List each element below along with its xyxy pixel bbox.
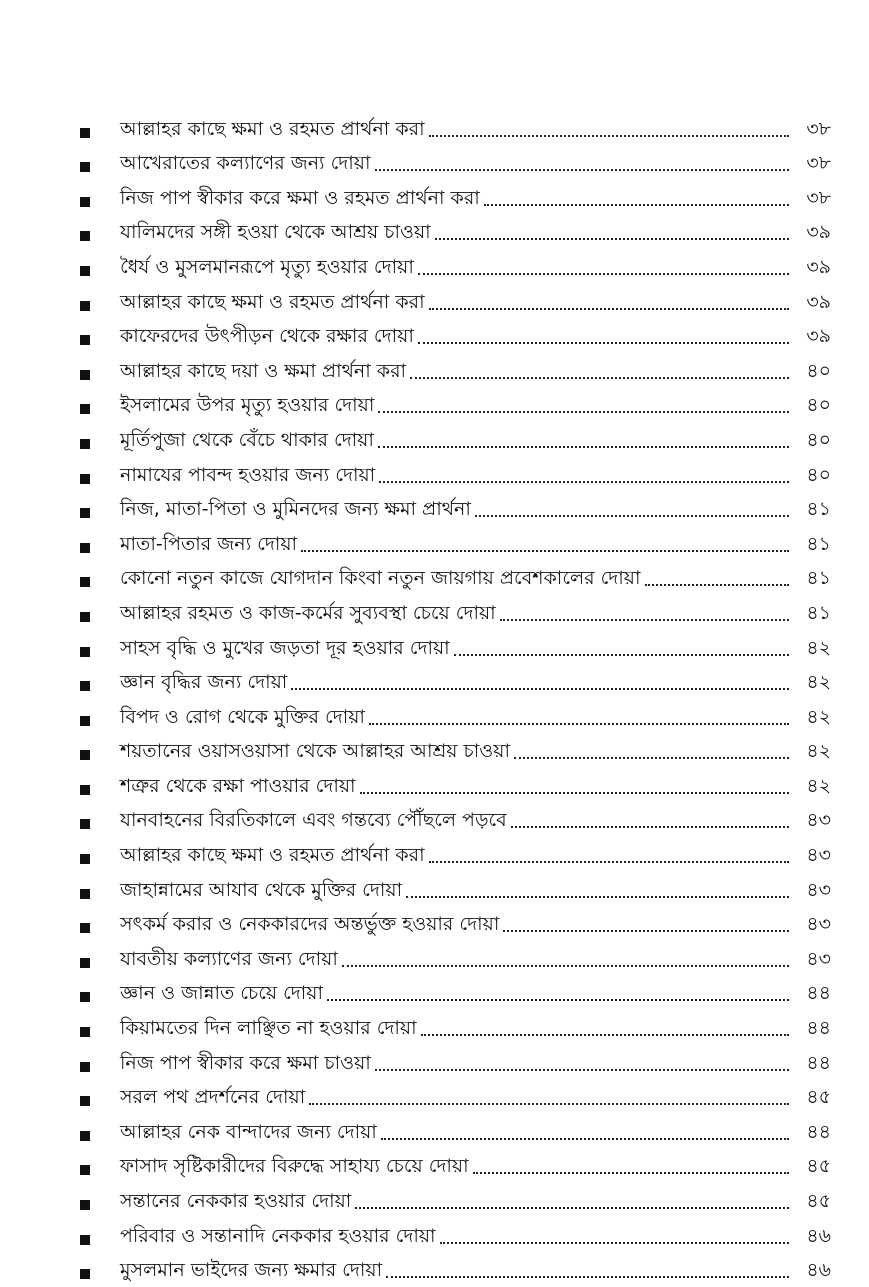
table-of-contents: [0, 111, 869, 1287]
dotted-leader: [429, 308, 789, 310]
toc-entry-title: ফাসাদ সৃষ্টিকারীদের বিরুদ্ধে সাহায্য চেয়ে দোয়া: [120, 1155, 469, 1178]
toc-entry-line: [120, 531, 831, 557]
square-bullet-icon: [80, 992, 90, 1002]
square-bullet-icon: [80, 889, 90, 899]
toc-entry-page-number: ৪০: [806, 428, 831, 451]
toc-entry-title: ধৈর্য ও মুসলমানরূপে মৃত্যু হওয়ার দোয়া: [120, 255, 414, 278]
square-bullet-icon: [80, 854, 90, 864]
dotted-leader: [514, 757, 789, 759]
square-bullet-icon: [80, 785, 90, 795]
dotted-leader: [327, 999, 789, 1001]
toc-entry-page-number: ৪২: [806, 774, 831, 797]
dotted-leader: [421, 1034, 789, 1036]
square-bullet-icon: [80, 301, 90, 311]
toc-entry-title: নিজ পাপ স্বীকার করে ক্ষমা চাওয়া: [120, 1051, 371, 1074]
toc-entry: [0, 284, 869, 319]
toc-entry-page-number: ৩৯: [806, 221, 831, 244]
toc-entry: [0, 595, 869, 630]
toc-entry-title: আল্লাহর কাছে দয়া ও ক্ষমা প্রার্থনা করা: [120, 359, 407, 382]
toc-entry-title: মূর্তিপুজা থেকে বেঁচে থাকার দোয়া: [120, 428, 374, 451]
toc-entry-line: [120, 1188, 831, 1214]
square-bullet-icon: [80, 128, 90, 138]
square-bullet-icon: [80, 370, 90, 380]
toc-entry-title: কোনো নতুন কাজে যোগদান কিংবা নতুন জায়গায় প্রবেশকালের দোয়া: [120, 567, 641, 590]
toc-entry-page-number: ৩৯: [806, 255, 831, 278]
toc-entry-page-number: ৩৮: [806, 152, 831, 175]
square-bullet-icon: [80, 404, 90, 414]
dotted-leader: [342, 965, 789, 967]
toc-entry: [0, 837, 869, 872]
toc-entry-page-number: ৪২: [806, 636, 831, 659]
toc-entry-page-number: ৪৩: [806, 844, 831, 867]
toc-entry-title: যানবাহনের বিরতিকালে এবং গন্তব্যে পৌঁছলে পড়বে: [120, 809, 507, 832]
toc-entry: [0, 734, 869, 769]
toc-entry-page-number: ৪৪: [806, 982, 831, 1005]
toc-entry: [0, 492, 869, 527]
toc-entry-page-number: ৪৬: [806, 1224, 831, 1247]
toc-entry-page-number: ৩৮: [806, 186, 831, 209]
dotted-leader: [475, 515, 789, 517]
toc-entry: [0, 872, 869, 907]
toc-entry-page-number: ৪২: [806, 740, 831, 763]
dotted-leader: [301, 550, 789, 552]
toc-entry-page-number: ৪৩: [806, 913, 831, 936]
square-bullet-icon: [80, 439, 90, 449]
dotted-leader: [410, 377, 789, 379]
toc-entry: [0, 353, 869, 388]
dotted-leader: [429, 135, 789, 137]
square-bullet-icon: [80, 335, 90, 345]
toc-entry: [0, 941, 869, 976]
toc-entry: [0, 1045, 869, 1080]
dotted-leader: [386, 1276, 789, 1278]
toc-entry: [0, 1253, 869, 1287]
square-bullet-icon: [80, 1235, 90, 1245]
toc-entry-line: [120, 842, 831, 868]
dotted-leader: [360, 792, 789, 794]
toc-entry-title: কাফেরদের উৎপীড়ন থেকে রক্ষার দোয়া: [120, 325, 414, 348]
toc-entry-title: আল্লাহর কাছে ক্ষমা ও রহমত প্রার্থনা করা: [120, 117, 425, 140]
dotted-leader: [454, 654, 789, 656]
toc-entry-title: মাতা-পিতার জন্য দোয়া: [120, 532, 298, 555]
toc-entry: [0, 249, 869, 284]
dotted-leader: [500, 619, 789, 621]
toc-entry-line: [120, 185, 831, 211]
square-bullet-icon: [80, 819, 90, 829]
toc-entry-page-number: ৩৯: [806, 325, 831, 348]
square-bullet-icon: [80, 923, 90, 933]
toc-entry-page-number: ৩৯: [806, 290, 831, 313]
toc-entry-line: [120, 462, 831, 488]
toc-entry-title: ইসলামের উপর মৃত্যু হওয়ার দোয়া: [120, 394, 375, 417]
square-bullet-icon: [80, 1131, 90, 1141]
toc-entry: [0, 665, 869, 700]
toc-entry-page-number: ৪২: [806, 671, 831, 694]
toc-entry-title: যাবতীয় কল্যাণের জন্য দোয়া: [120, 947, 338, 970]
toc-entry: [0, 319, 869, 354]
toc-entry: [0, 1010, 869, 1045]
toc-entry-line: [120, 565, 831, 591]
toc-entry-line: [120, 1257, 831, 1283]
toc-entry-title: সরল পথ প্রদর্শনের দোয়া: [120, 1086, 306, 1109]
dotted-leader: [375, 169, 790, 171]
toc-entry-title: নিজ পাপ স্বীকার করে ক্ষমা ও রহমত প্রার্থনা করা: [120, 186, 480, 209]
toc-entry-line: [120, 980, 831, 1006]
toc-entry: [0, 526, 869, 561]
square-bullet-icon: [80, 508, 90, 518]
toc-entry-line: [120, 738, 831, 764]
toc-entry-title: নামাযের পাবন্দ হওয়ার জন্য দোয়া: [120, 463, 376, 486]
dotted-leader: [379, 481, 789, 483]
toc-entry-title: জ্ঞান ও জান্নাত চেয়ে দোয়া: [120, 982, 323, 1005]
toc-entry: [0, 388, 869, 423]
toc-entry-line: [120, 1050, 831, 1076]
square-bullet-icon: [80, 543, 90, 553]
dotted-leader: [503, 930, 789, 932]
square-bullet-icon: [80, 1269, 90, 1279]
toc-entry-page-number: ৪২: [806, 705, 831, 728]
toc-entry-line: [120, 635, 831, 661]
square-bullet-icon: [80, 1096, 90, 1106]
toc-entry-page-number: ৪০: [806, 359, 831, 382]
toc-entry: [0, 1183, 869, 1218]
toc-entry-title: আখেরাতের কল্যাণের জন্য দোয়া: [120, 152, 371, 175]
square-bullet-icon: [80, 1165, 90, 1175]
dotted-leader: [378, 446, 789, 448]
toc-entry-line: [120, 1119, 831, 1145]
toc-entry-title: জাহান্নামের আযাব থেকে মুক্তির দোয়া: [120, 878, 403, 901]
dotted-leader: [440, 1242, 789, 1244]
square-bullet-icon: [80, 162, 90, 172]
toc-entry: [0, 111, 869, 146]
toc-entry-page-number: ৪৫: [806, 1190, 831, 1212]
square-bullet-icon: [80, 474, 90, 484]
toc-entry-page-number: ৪০: [806, 463, 831, 486]
toc-entry-line: [120, 289, 831, 315]
toc-entry: [0, 699, 869, 734]
dotted-leader: [418, 342, 789, 344]
toc-entry-title: আল্লাহর কাছে ক্ষমা ও রহমত প্রার্থনা করা: [120, 290, 425, 313]
dotted-leader: [484, 204, 789, 206]
toc-entry-title: জ্ঞান বৃদ্ধির জন্য দোয়া: [120, 671, 288, 694]
toc-entry-title: কিয়ামতের দিন লাঞ্ছিত না হওয়ার দোয়া: [120, 1017, 417, 1040]
square-bullet-icon: [80, 612, 90, 622]
toc-entry-line: [120, 807, 831, 833]
toc-entry-title: আল্লাহর রহমত ও কাজ-কর্মের সুব্যবস্থা চেয়ে দোয়া: [120, 601, 496, 624]
toc-entry-line: [120, 1153, 831, 1179]
toc-entry: [0, 146, 869, 181]
toc-entry-title: আল্লাহর কাছে ক্ষমা ও রহমত প্রার্থনা করা: [120, 844, 425, 867]
toc-entry: [0, 180, 869, 215]
toc-entry-page-number: ৪৬: [806, 1259, 831, 1282]
square-bullet-icon: [80, 577, 90, 587]
toc-entry-page-number: ৪৩: [806, 878, 831, 901]
toc-entry-page-number: ৩৮: [806, 117, 831, 140]
dotted-leader: [418, 273, 789, 275]
toc-entry-line: [120, 427, 831, 453]
toc-entry-line: [120, 254, 831, 280]
dotted-leader: [375, 1069, 789, 1071]
dotted-leader: [406, 896, 789, 898]
toc-entry-line: [120, 150, 831, 176]
toc-entry: [0, 1149, 869, 1184]
dotted-leader: [429, 861, 789, 863]
toc-entry: [0, 457, 869, 492]
toc-entry-page-number: ৪৪: [806, 1051, 831, 1074]
square-bullet-icon: [80, 1200, 90, 1210]
dotted-leader: [309, 1103, 789, 1105]
toc-entry-page-number: ৪৪: [806, 1120, 831, 1143]
toc-entry: [0, 215, 869, 250]
dotted-leader: [291, 688, 789, 690]
square-bullet-icon: [80, 647, 90, 657]
toc-entry-line: [120, 773, 831, 799]
dotted-leader: [511, 826, 789, 828]
toc-entry-line: [120, 1015, 831, 1041]
toc-entry-title: সন্তানের নেককার হওয়ার দোয়া: [120, 1190, 352, 1212]
dotted-leader: [381, 1138, 789, 1140]
square-bullet-icon: [80, 716, 90, 726]
toc-entry: [0, 422, 869, 457]
toc-entry-line: [120, 116, 831, 142]
toc-entry-line: [120, 877, 831, 903]
toc-entry-title: মুসলমান ভাইদের জন্য ক্ষমার দোয়া: [120, 1259, 383, 1282]
square-bullet-icon: [80, 1027, 90, 1037]
toc-entry: [0, 907, 869, 942]
toc-entry-title: সৎকর্ম করার ও নেককারদের অন্তর্ভুক্ত হওয়ার দোয়া: [120, 913, 500, 936]
toc-entry: [0, 1080, 869, 1115]
toc-entry-page-number: ৪১: [806, 567, 831, 590]
toc-entry-title: সাহস বৃদ্ধি ও মুখের জড়তা দূর হওয়ার দোয়া: [120, 636, 450, 659]
square-bullet-icon: [80, 266, 90, 276]
toc-entry-page-number: ৪৫: [806, 1086, 831, 1109]
dotted-leader: [473, 1172, 789, 1174]
toc-entry-line: [120, 392, 831, 418]
toc-entry: [0, 561, 869, 596]
toc-entry-line: [120, 600, 831, 626]
toc-entry-line: [120, 358, 831, 384]
toc-entry-line: [120, 1223, 831, 1249]
toc-entry-page-number: ৪৪: [806, 1017, 831, 1040]
toc-entry-line: [120, 669, 831, 695]
toc-entry-title: পরিবার ও সন্তানাদি নেককার হওয়ার দোয়া: [120, 1224, 436, 1247]
toc-entry-title: শত্রুর থেকে রক্ষা পাওয়ার দোয়া: [120, 774, 356, 797]
dotted-leader: [369, 723, 789, 725]
toc-entry-title: যালিমদের সঙ্গী হওয়া থেকে আশ্রয় চাওয়া: [120, 221, 431, 244]
toc-entry-line: [120, 911, 831, 937]
toc-entry-title: বিপদ ও রোগ থেকে মুক্তির দোয়া: [120, 705, 365, 728]
toc-entry-title: নিজ, মাতা-পিতা ও মুমিনদের জন্য ক্ষমা প্রার্থনা: [120, 498, 471, 521]
square-bullet-icon: [80, 1062, 90, 1072]
toc-entry-page-number: ৪১: [806, 601, 831, 624]
toc-entry: [0, 976, 869, 1011]
toc-entry: [0, 768, 869, 803]
toc-entry-line: [120, 704, 831, 730]
toc-entry-page-number: ৪১: [806, 498, 831, 521]
toc-entry-line: [120, 496, 831, 522]
toc-entry-line: [120, 219, 831, 245]
toc-entry-line: [120, 323, 831, 349]
square-bullet-icon: [80, 681, 90, 691]
toc-entry-page-number: ৪১: [806, 532, 831, 555]
square-bullet-icon: [80, 197, 90, 207]
toc-entry-title: আল্লাহর নেক বান্দাদের জন্য দোয়া: [120, 1120, 377, 1143]
dotted-leader: [378, 411, 789, 413]
toc-entry-page-number: ৪৩: [806, 809, 831, 832]
toc-entry: [0, 1218, 869, 1253]
toc-entry-page-number: ৪৫: [806, 1155, 831, 1178]
dotted-leader: [355, 1207, 789, 1209]
dotted-leader: [435, 238, 789, 240]
toc-entry-title: শয়তানের ওয়াসওয়াসা থেকে আল্লাহর আশ্রয় চাওয়া: [120, 740, 510, 763]
toc-entry-line: [120, 1084, 831, 1110]
toc-entry: [0, 1114, 869, 1149]
toc-entry-page-number: ৪৩: [806, 947, 831, 970]
square-bullet-icon: [80, 750, 90, 760]
toc-entry: [0, 630, 869, 665]
square-bullet-icon: [80, 231, 90, 241]
square-bullet-icon: [80, 958, 90, 968]
toc-entry-line: [120, 946, 831, 972]
toc-entry: [0, 803, 869, 838]
toc-entry-page-number: ৪০: [806, 394, 831, 417]
dotted-leader: [645, 584, 790, 586]
